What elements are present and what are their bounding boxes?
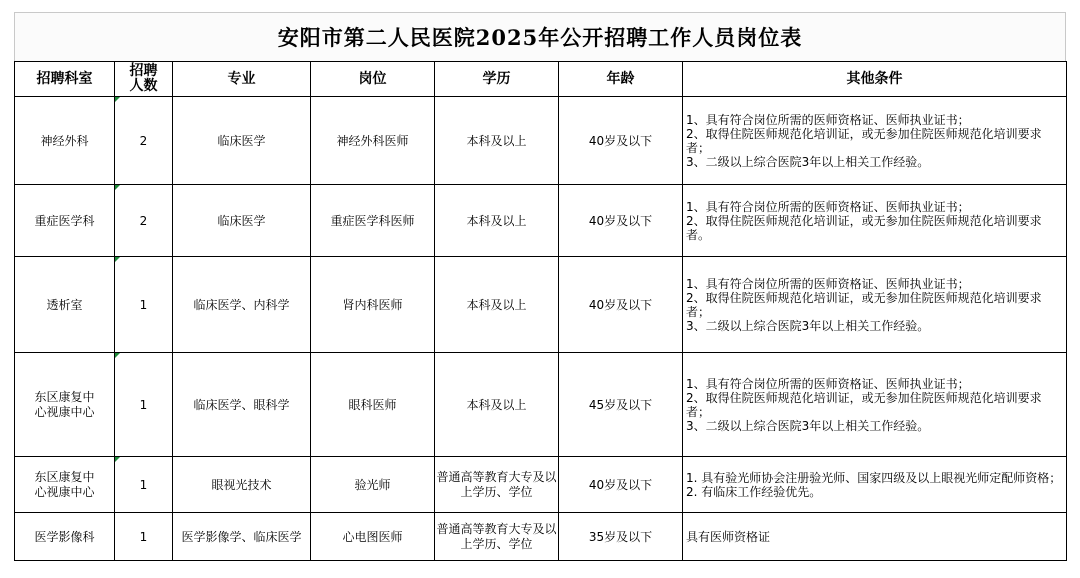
cell-major: 临床医学、眼科学 (173, 353, 311, 457)
cell-conditions: 具有医师资格证 (683, 513, 1067, 561)
header-age: 年龄 (559, 62, 683, 97)
cell-edu: 普通高等教育大专及以上学历、学位 (435, 513, 559, 561)
cell-conditions: 1. 具有验光师协会注册验光师、国家四级及以上眼视光师定配师资格； 2. 有临床工作经验优先。 (683, 457, 1067, 513)
cell-dept: 医学影像科 (15, 513, 115, 561)
header-edu: 学历 (435, 62, 559, 97)
cell-edu: 本科及以上 (435, 185, 559, 257)
cell-major: 临床医学 (173, 97, 311, 185)
header-post: 岗位 (311, 62, 435, 97)
cell-age: 45岁及以下 (559, 353, 683, 457)
cell-age: 40岁及以下 (559, 257, 683, 353)
positions-table (14, 61, 1067, 561)
header-count: 招聘人数 (115, 62, 173, 97)
cell-count: 1 (115, 353, 173, 457)
cell-edu: 本科及以上 (435, 97, 559, 185)
cell-count: 1 (115, 457, 173, 513)
cell-dept: 重症医学科 (15, 185, 115, 257)
cell-major: 临床医学、内科学 (173, 257, 311, 353)
cell-count: 1 (115, 257, 173, 353)
header-dept: 招聘科室 (15, 62, 115, 97)
cell-post: 验光师 (311, 457, 435, 513)
cell-major: 医学影像学、临床医学 (173, 513, 311, 561)
table-row (15, 513, 1067, 561)
cell-conditions: 1、具有符合岗位所需的医师资格证、医师执业证书； 2、取得住院医师规范化培训证，或无参加住院医师规范化培训要求者； 3、二级以上综合医院3年以上相关工作经验。 (683, 257, 1067, 353)
cell-post: 心电图医师 (311, 513, 435, 561)
cell-post: 肾内科医师 (311, 257, 435, 353)
cell-dept: 透析室 (15, 257, 115, 353)
cell-post: 眼科医师 (311, 353, 435, 457)
cell-count: 1 (115, 513, 173, 561)
cell-dept: 东区康复中心视康中心 (15, 353, 115, 457)
header-major: 专业 (173, 62, 311, 97)
cell-dept: 东区康复中心视康中心 (15, 457, 115, 513)
header-row (15, 62, 1067, 97)
cell-conditions: 1、具有符合岗位所需的医师资格证、医师执业证书； 2、取得住院医师规范化培训证，或无参加住院医师规范化培训要求者； 3、二级以上综合医院3年以上相关工作经验。 (683, 353, 1067, 457)
cell-age: 40岁及以下 (559, 457, 683, 513)
sheet-title: 安阳市第二人民医院2025年公开招聘工作人员岗位表 (14, 12, 1066, 61)
cell-age: 40岁及以下 (559, 185, 683, 257)
table-row (15, 353, 1067, 457)
cell-dept: 神经外科 (15, 97, 115, 185)
cell-edu: 普通高等教育大专及以上学历、学位 (435, 457, 559, 513)
cell-edu: 本科及以上 (435, 257, 559, 353)
table-row (15, 457, 1067, 513)
cell-post: 神经外科医师 (311, 97, 435, 185)
cell-major: 眼视光技术 (173, 457, 311, 513)
cell-count: 2 (115, 185, 173, 257)
cell-conditions: 1、具有符合岗位所需的医师资格证、医师执业证书； 2、取得住院医师规范化培训证，或无参加住院医师规范化培训要求者； 3、二级以上综合医院3年以上相关工作经验。 (683, 97, 1067, 185)
cell-age: 40岁及以下 (559, 97, 683, 185)
table-row (15, 257, 1067, 353)
recruitment-sheet (14, 12, 1066, 561)
cell-age: 35岁及以下 (559, 513, 683, 561)
cell-count: 2 (115, 97, 173, 185)
cell-edu: 本科及以上 (435, 353, 559, 457)
cell-post: 重症医学科医师 (311, 185, 435, 257)
table-row (15, 185, 1067, 257)
cell-conditions: 1、具有符合岗位所需的医师资格证、医师执业证书； 2、取得住院医师规范化培训证，或无参加住院医师规范化培训要求者。 (683, 185, 1067, 257)
table-row (15, 97, 1067, 185)
header-conditions: 其他条件 (683, 62, 1067, 97)
cell-major: 临床医学 (173, 185, 311, 257)
